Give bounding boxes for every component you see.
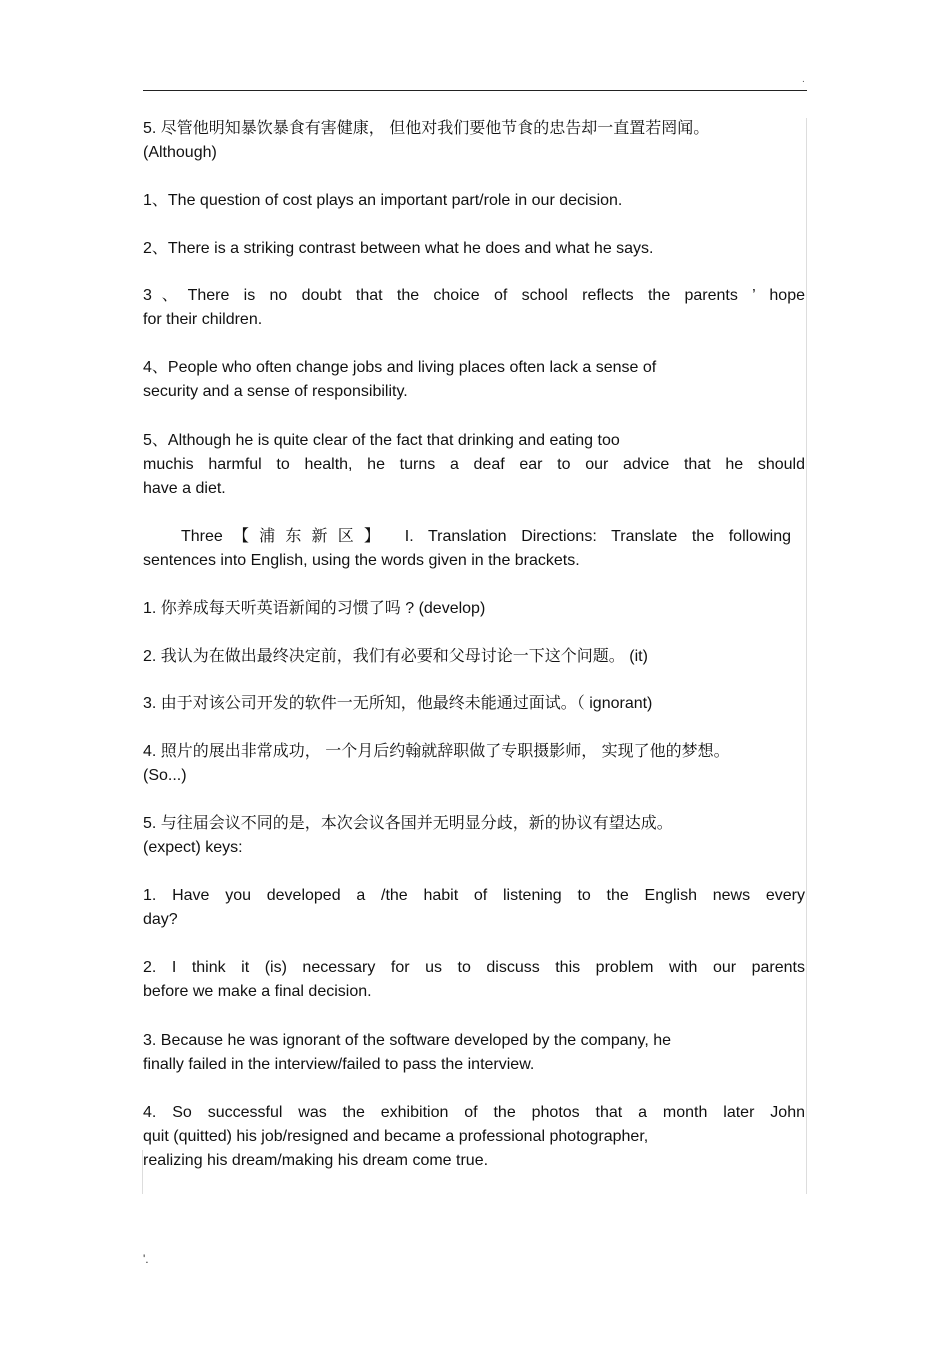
header-rule [143, 90, 807, 91]
text-line: 3. Because he was ignorant of the software developed by the company, he [143, 1032, 672, 1049]
text-line: realizing his dream/making his dream come true. [143, 1152, 489, 1169]
corner-mark: . [802, 74, 805, 85]
text-line: 4. 照片的展出非常成功， 一个月后约翰就辞职做了专职摄影师， 实现了他的梦想。 [143, 743, 730, 760]
paragraph-answer-4 [143, 356, 805, 404]
text-line: 2. I think it (is) necessary for us to discuss this problem with our parents [143, 959, 805, 976]
paragraph-question-4 [143, 740, 805, 788]
paragraph-question-2 [143, 645, 805, 669]
paragraph-question-1 [143, 597, 805, 621]
text-line: have a diet. [143, 480, 226, 497]
paragraph-answer-2 [143, 237, 805, 261]
paragraph-key-1 [143, 884, 805, 932]
text-line: 1. Have you developed a /the habit of listening to the English news every [143, 887, 805, 904]
text-line: quit (quitted) his job/resigned and became a professional photographer, [143, 1128, 649, 1145]
text-line: 5、Although he is quite clear of the fact that drinking and eating too [143, 432, 620, 449]
paragraph-answer-5 [143, 429, 805, 501]
text-line: 4. So successful was the exhibition of the photos that a month later John [143, 1104, 805, 1121]
right-margin-rule [806, 118, 807, 1194]
text-line: security and a sense of responsibility. [143, 383, 408, 400]
paragraph-key-2 [143, 956, 805, 1004]
paragraph-key-3 [143, 1029, 805, 1077]
paragraph-chinese-5-although [143, 117, 805, 165]
text-line: before we make a final decision. [143, 983, 372, 1000]
text-line: 1、The question of cost plays an important part/role in our decision. [143, 192, 623, 209]
paragraph-answer-3 [143, 284, 805, 332]
paragraph-key-4 [143, 1101, 805, 1173]
text-line: (Although) [143, 144, 217, 161]
text-line: for their children. [143, 311, 263, 328]
text-line: 5. 尽管他明知暴饮暴食有害健康， 但他对我们要他节食的忠告却一直置若罔闻。 [143, 120, 710, 137]
text-line: 1. 你养成每天听英语新闻的习惯了吗 ? (develop) [143, 600, 486, 617]
footer-mark: '. [143, 1252, 149, 1266]
text-line: 3. 由于对该公司开发的软件一无所知，他最终未能通过面试。（ ignorant) [143, 695, 653, 712]
text-line: 2、There is a striking contrast between what he does and what he says. [143, 240, 654, 257]
text-line: 5. 与往届会议不同的是，本次会议各国并无明显分歧，新的协议有望达成。 [143, 815, 673, 832]
text-line: 4、People who often change jobs and living places often lack a sense of [143, 359, 657, 376]
paragraph-question-3 [143, 692, 805, 716]
text-line: Three【浦东新区】 I. Translation Directions: Translate the following [181, 528, 791, 545]
text-line: (expect) keys: [143, 839, 243, 856]
text-line: sentences into English, using the words given in the brackets. [143, 552, 580, 569]
paragraph-section-three-directions [143, 525, 805, 573]
text-line: muchis harmful to health, he turns a deaf ear to our advice that he should [143, 456, 805, 473]
paragraph-answer-1 [143, 189, 805, 213]
text-line: day? [143, 911, 178, 928]
text-line: 2. 我认为在做出最终决定前，我们有必要和父母讨论一下这个问题。 (it) [143, 648, 648, 665]
text-line: 3、There is no doubt that the choice of school reflects the parents ’ hope [143, 287, 805, 304]
text-line: finally failed in the interview/failed to pass the interview. [143, 1056, 535, 1073]
paragraph-question-5 [143, 812, 805, 860]
text-line: (So...) [143, 767, 187, 784]
